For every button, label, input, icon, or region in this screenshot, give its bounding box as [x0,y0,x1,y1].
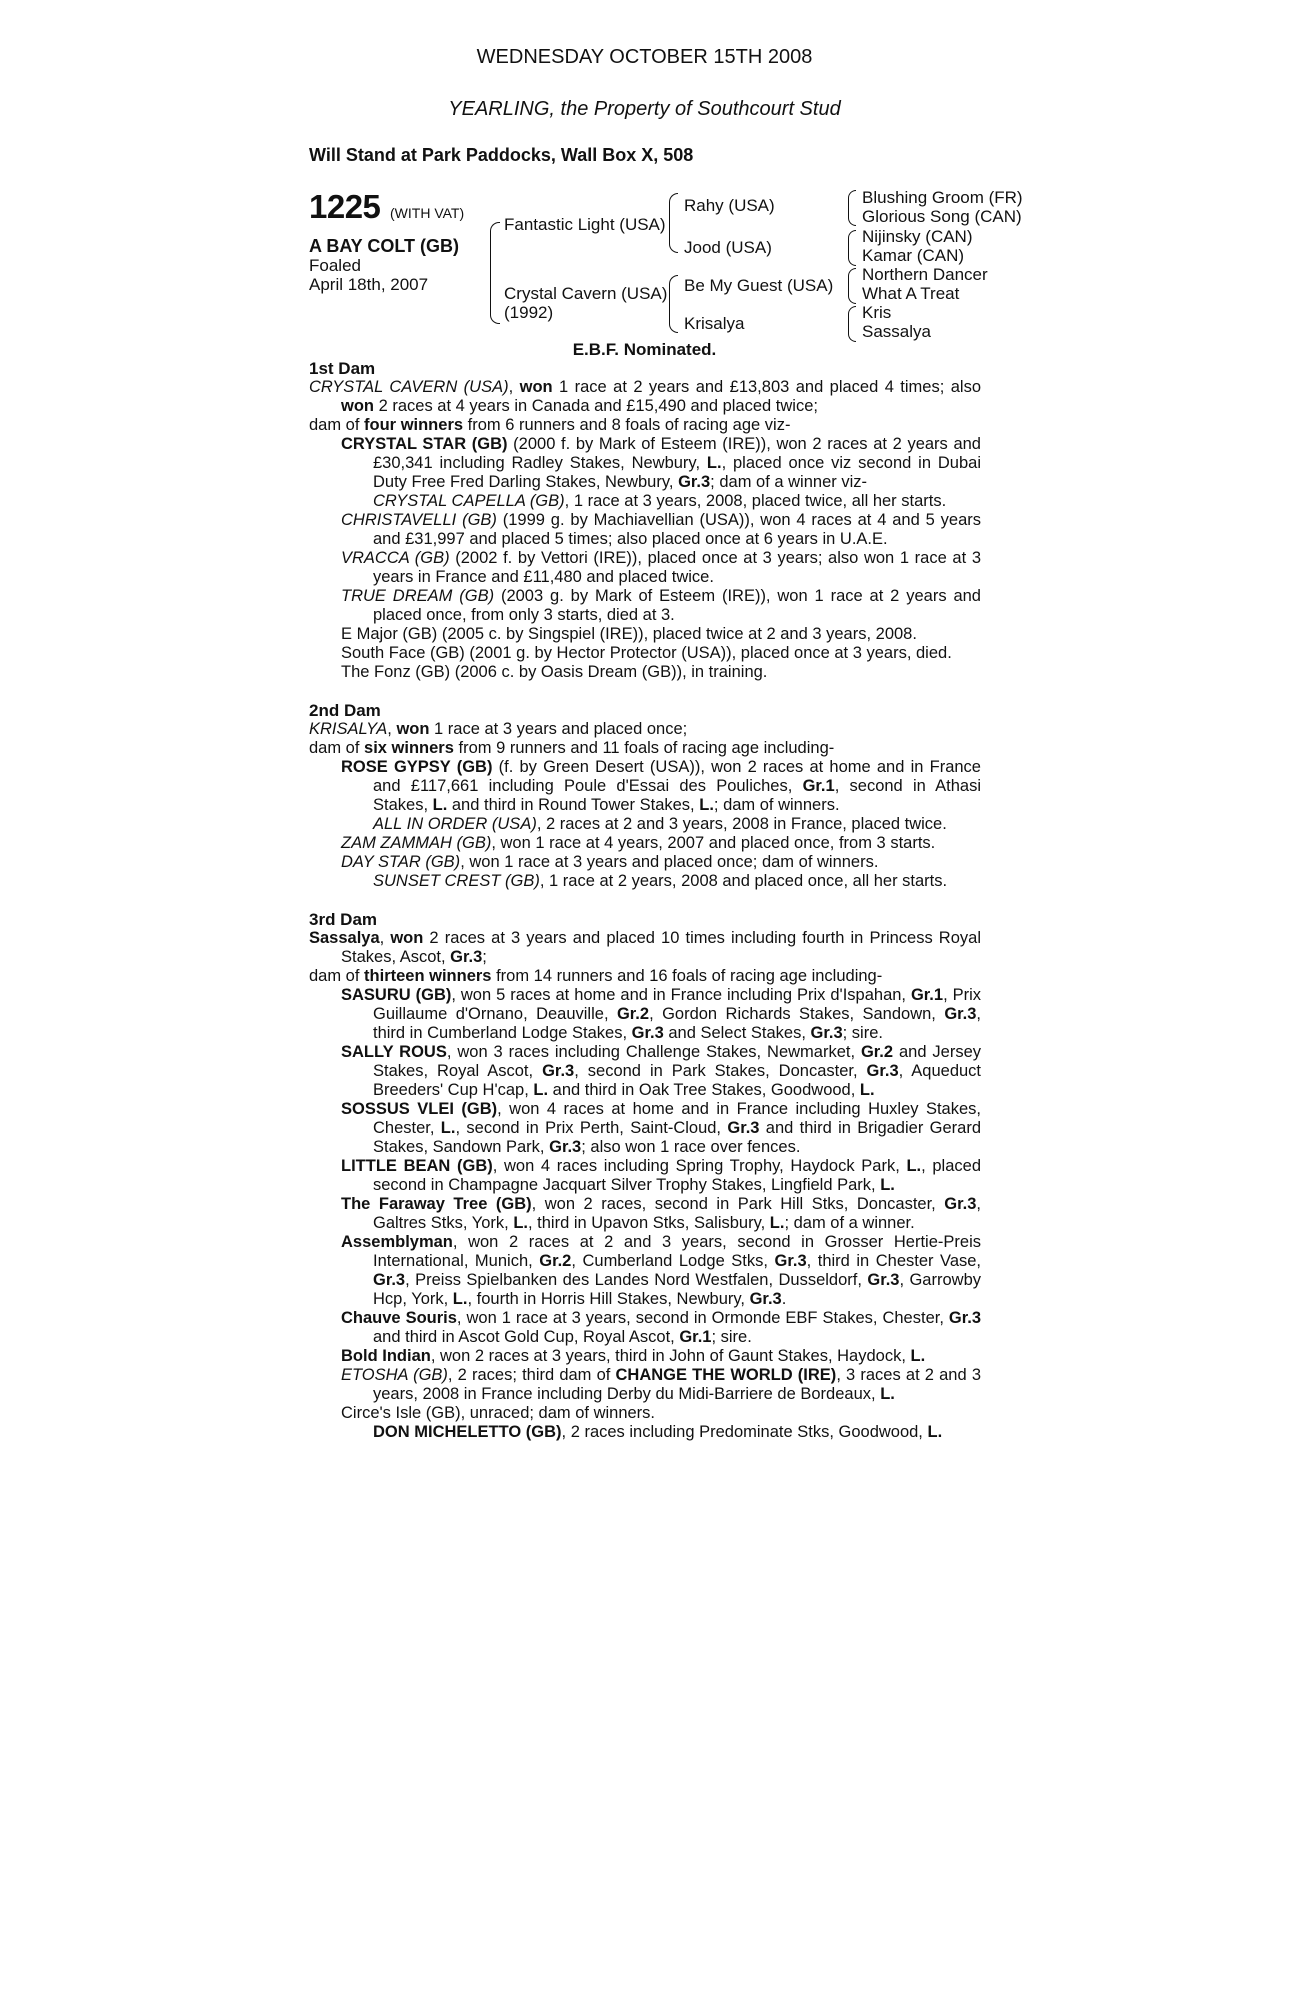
foaled-label: Foaled [309,256,361,275]
lot-number: 1225 [309,188,381,225]
brace-icon [490,222,500,324]
dam: Crystal Cavern (USA) [504,284,668,303]
produce-entry: CRYSTAL CAPELLA (GB), 1 race at 3 years, 2008, placed twice, all her starts. [373,492,947,510]
brace-icon [669,193,678,253]
produce-entry: The Fonz (GB) (2006 c. by Oasis Dream (GB)), in training. [341,663,768,681]
dam3-record: Sassalya, won 2 races at 3 years and placed 10 times including fourth in Princess Royal Stakes, Ascot, Gr.3; [309,929,981,966]
dam-dam: Krisalya [684,314,745,333]
dds: Kris [862,303,892,322]
produce-entry: SALLY ROUS, won 3 races including Challenge Stakes, Newmarket, Gr.2 and Jersey Stakes, Royal Ascot, Gr.3, second in Park Stakes, Doncaster, Gr.3, Aqueduct Breeders' Cup H'cap, L. and third in Oak Tree Stakes, Goodwood, L. [341,1043,982,1099]
produce-entry: DON MICHELETTO (GB), 2 races including Predominate Stks, Goodwood, L. [373,1423,943,1441]
dam2-record: KRISALYA, won 1 race at 3 years and placed once; [309,720,688,738]
sdd: Kamar (CAN) [862,246,965,265]
brace-icon [669,275,678,333]
brace-icon [848,190,856,226]
section-3rd-dam: 3rd Dam [309,910,378,929]
dsd: What A Treat [862,284,960,303]
ebf-nominated: E.B.F. Nominated. [572,340,717,359]
produce-entry: The Faraway Tree (GB), won 2 races, second in Park Hill Stks, Doncaster, Gr.3, Galtres Stks, York, L., third in Upavon Stks, Salisbury, L.; dam of a winner. [341,1195,981,1232]
produce-entry: TRUE DREAM (GB) (2003 g. by Mark of Esteem (IRE)), won 1 race at 2 years and placed once, from only 3 starts, died at 3. [341,587,981,624]
dam1-record: CRYSTAL CAVERN (USA), won 1 race at 2 years and £13,803 and placed 4 times; also won 2 races at 4 years in Canada and £15,490 and placed twice; [309,378,982,415]
dss: Northern Dancer [862,265,988,284]
produce-entry: ETOSHA (GB), 2 races; third dam of CHANGE THE WORLD (IRE), 3 races at 2 and 3 years, 2008 in France including Derby du Midi-Barriere de Bordeaux, L. [341,1366,981,1403]
ddd: Sassalya [862,322,931,341]
dam-year: (1992) [504,303,554,322]
sss: Blushing Groom (FR) [862,188,1023,207]
section-2nd-dam: 2nd Dam [309,701,381,720]
produce-entry: E Major (GB) (2005 c. by Singspiel (IRE)), placed twice at 2 and 3 years, 2008. [341,625,917,643]
produce-entry: CRYSTAL STAR (GB) (2000 f. by Mark of Esteem (IRE)), won 2 races at 2 years and £30,341 including Radley Stakes, Newbury, L., placed once viz second in Dubai Duty Free Fred Darling Stakes, Newbury, Gr.3; dam of a winner viz- [341,435,981,491]
brace-icon [848,268,856,304]
sds: Nijinsky (CAN) [862,227,973,246]
stand-location: Will Stand at Park Paddocks, Wall Box X, 508 [309,145,694,165]
produce-entry: ROSE GYPSY (GB) (f. by Green Desert (USA)), won 2 races at home and in France and £117,661 including Poule d'Essai des Pouliches, Gr.1, second in Athasi Stakes, L. and third in Round Tower Stakes, L.; dam of winners. [341,758,981,814]
produce-entry: SASURU (GB), won 5 races at home and in France including Prix d'Ispahan, Gr.1, Prix Guillaume d'Ornano, Deauville, Gr.2, Gordon Richards Stakes, Sandown, Gr.3, third in Cumberland Lodge Stakes, Gr.3 and Select Stakes, Gr.3; sire. [341,986,982,1042]
sire-sire: Rahy (USA) [684,196,775,215]
produce-entry: SOSSUS VLEI (GB), won 4 races at home and in France including Huxley Stakes, Chester, L., second in Prix Perth, Saint-Cloud, Gr.3 and third in Brigadier Gerard Stakes, Sandown Park, Gr.3; also won 1 race over fences. [341,1100,982,1156]
produce-entry: ZAM ZAMMAH (GB), won 1 race at 4 years, 2007 and placed once, from 3 starts. [341,834,936,852]
produce-entry: South Face (GB) (2001 g. by Hector Protector (USA)), placed once at 3 years, died. [341,644,952,662]
sale-date: WEDNESDAY OCTOBER 15TH 2008 [476,46,813,68]
dam2-produce-summary: dam of six winners from 9 runners and 11 foals of racing age including- [309,739,835,757]
vat-note: (WITH VAT) [390,205,465,221]
produce-entry: Bold Indian, won 2 races at 3 years, third in John of Gaunt Stakes, Haydock, L. [341,1347,926,1365]
produce-entry: Chauve Souris, won 1 race at 3 years, second in Ormonde EBF Stakes, Chester, Gr.3 and third in Ascot Gold Cup, Royal Ascot, Gr.1; sire. [341,1309,981,1346]
produce-entry: CHRISTAVELLI (GB) (1999 g. by Machiavellian (USA)), won 4 races at 4 and 5 years and £31,997 and placed 5 times; also placed once at 6 years in U.A.E. [341,511,981,548]
brace-icon [848,306,856,342]
dam3-produce-summary: dam of thirteen winners from 14 runners and 16 foals of racing age including- [309,967,883,985]
catalogue-body [309,359,981,1442]
produce-entry: SUNSET CREST (GB), 1 race at 2 years, 2008 and placed once, all her starts. [373,872,948,890]
sire: Fantastic Light (USA) [504,215,666,234]
produce-entry: DAY STAR (GB), won 1 race at 3 years and placed once; dam of winners. [341,853,879,871]
produce-entry: Circe's Isle (GB), unraced; dam of winners. [341,1404,656,1422]
horse-name: A BAY COLT (GB) [309,236,460,256]
produce-entry: ALL IN ORDER (USA), 2 races at 2 and 3 years, 2008 in France, placed twice. [373,815,947,833]
produce-entry: Assemblyman, won 2 races at 2 and 3 years, second in Grosser Hertie-Preis International, Munich, Gr.2, Cumberland Lodge Stks, Gr.3, third in Chester Vase, Gr.3, Preiss Spielbanken des Landes Nord Westfalen, Dusseldorf, Gr.3, Garrowby Hcp, York, L., fourth in Horris Hill Stakes, Newbury, Gr.3. [341,1233,982,1308]
sire-dam: Jood (USA) [684,238,772,257]
ssd: Glorious Song (CAN) [862,207,1022,226]
lot-subtitle: YEARLING, the Property of Southcourt Stud [448,98,841,120]
section-1st-dam: 1st Dam [309,359,376,378]
foaled-date: April 18th, 2007 [309,275,429,294]
brace-icon [848,230,856,266]
produce-entry: LITTLE BEAN (GB), won 4 races including Spring Trophy, Haydock Park, L., placed second in Champagne Jacquart Silver Trophy Stakes, Lingfield Park, L. [341,1157,981,1194]
dam-sire: Be My Guest (USA) [684,276,834,295]
dam1-produce-summary: dam of four winners from 6 runners and 8 foals of racing age viz- [309,416,791,434]
produce-entry: VRACCA (GB) (2002 f. by Vettori (IRE)), placed once at 3 years; also won 1 race at 3 years in France and £11,480 and placed twice. [341,549,981,586]
